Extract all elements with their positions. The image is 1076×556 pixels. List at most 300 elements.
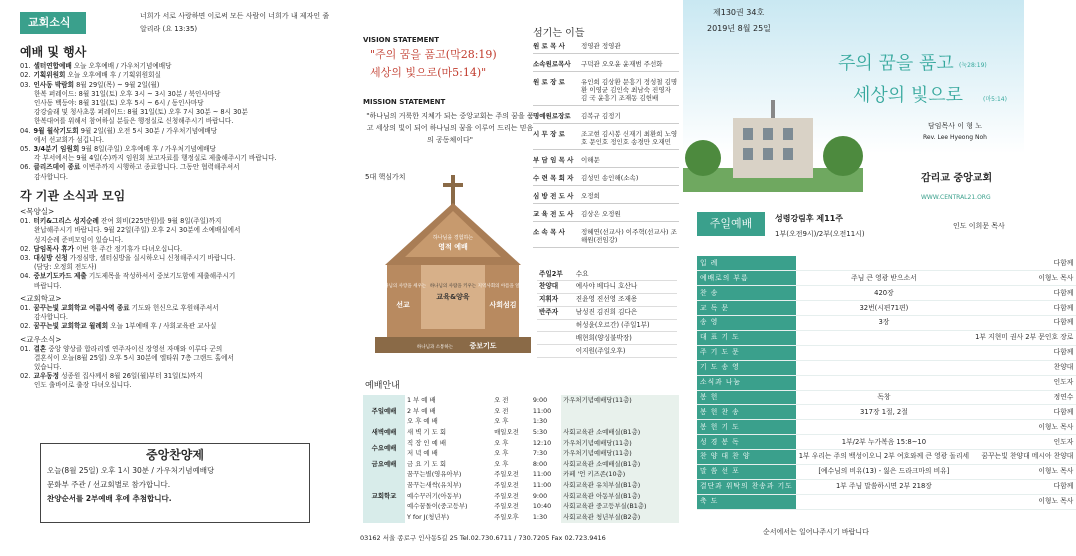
schedule-row bbox=[363, 459, 679, 470]
item-text: 오늘 오후예배 / 가우처기념예배당 bbox=[71, 62, 172, 71]
order-cell bbox=[796, 420, 972, 435]
footnote: 순서에서는 일어나주시기 바랍니다 bbox=[763, 528, 869, 536]
order-cell: 이형노 목사 bbox=[972, 420, 1076, 435]
order-cell: 교 독 문 bbox=[697, 301, 796, 316]
order-row bbox=[697, 435, 1076, 450]
schedule-row bbox=[363, 512, 679, 523]
item-text: 기도와 헌신으로 후원해주셔서 bbox=[129, 303, 219, 312]
order-cell: 이형노 목사 bbox=[972, 271, 1076, 286]
schedule-cell: 7:30 bbox=[532, 449, 548, 458]
news-item bbox=[20, 62, 335, 71]
item-number: 04. bbox=[20, 272, 31, 281]
schedule-row bbox=[363, 501, 679, 512]
schedule-cell: 11:00 bbox=[532, 406, 552, 415]
news-item bbox=[20, 217, 335, 226]
service-cell: 찬양대 bbox=[537, 280, 574, 293]
news-item bbox=[20, 354, 335, 363]
order-cell: 다함께 bbox=[972, 479, 1076, 494]
item-text: 인도 출바이로 출장 다녀오십니다. bbox=[34, 381, 132, 390]
order-row bbox=[697, 390, 1076, 405]
order-cell: [예수님의 비유(13) - 잃은 드라크마의 비유] bbox=[796, 464, 972, 479]
staff-row bbox=[533, 42, 679, 54]
service-row bbox=[537, 280, 677, 293]
org-heading: 각 기관 소식과 모임 bbox=[20, 188, 126, 203]
item-title: 클리즈데이 종료 bbox=[33, 163, 81, 172]
staff-names: 김상은 오정원 bbox=[581, 210, 621, 218]
order-cell: 정연수 bbox=[972, 390, 1076, 405]
order-cell: 기 도 송 영 bbox=[697, 360, 796, 375]
item-text: 오늘 1부예배 후 / 사회교육관 교사실 bbox=[108, 322, 217, 331]
staff-role: 원 로 목 사 bbox=[533, 42, 565, 50]
staff-names: 정혜연(선교사) 이주혁(선교사) 조해원(전임강) bbox=[581, 228, 677, 244]
schedule-row bbox=[363, 427, 679, 438]
schedule-cell: 오 전 bbox=[494, 396, 509, 404]
item-title: 교우동정 bbox=[33, 372, 59, 381]
item-number: 02. bbox=[20, 244, 31, 253]
staff-row bbox=[533, 78, 679, 106]
order-cell: 주님 큰 영광 받으소서 bbox=[796, 271, 972, 286]
order-cell: 1부 지현미 권사 2부 문인호 장로 bbox=[972, 330, 1076, 345]
staff-names: 정영관 정영관 bbox=[581, 42, 621, 50]
order-cell: 317장 1절, 2절 bbox=[796, 405, 972, 420]
core-label-1: 하나님과 소통하는 bbox=[416, 345, 454, 350]
worship-panel bbox=[683, 0, 1074, 556]
schedule-cell: 매일오전 bbox=[494, 427, 519, 436]
news-item bbox=[20, 272, 335, 281]
schedule-cell: 꿈꾸는새싹(유치부) bbox=[407, 481, 462, 490]
news-item bbox=[20, 173, 335, 182]
item-text: 인사동 백등야: 8월 31일(토) 오후 5시 ~ 6시 / 동인사마당 bbox=[34, 99, 204, 107]
order-cell: 주 기 도 문 bbox=[697, 345, 796, 360]
item-text: 각 부서에서는 9월 4일(수)까지 임원회 보고자료를 행정실로 제출해주시기 바랍니다. bbox=[34, 154, 277, 163]
core-value-2: 사회섬김 bbox=[489, 301, 517, 309]
order-row bbox=[697, 345, 1076, 360]
order-of-worship bbox=[697, 256, 1074, 510]
order-cell: 봉 헌 기 도 bbox=[697, 420, 796, 435]
item-number: 01. bbox=[20, 217, 31, 226]
service-cell: 지휘자 bbox=[537, 293, 574, 306]
theme-ref-1: (눅28:19) bbox=[959, 62, 987, 69]
item-title: 담임목사 휴가 bbox=[33, 244, 75, 253]
news-item bbox=[20, 90, 335, 99]
order-cell: 입 례 bbox=[697, 256, 796, 271]
schedule-cell: 사회교육관 청년부실(B2층) bbox=[561, 512, 679, 523]
core-value-3: 선교 bbox=[396, 301, 410, 309]
news-item bbox=[20, 381, 335, 390]
core-value-4: 교육&양육 bbox=[436, 293, 470, 301]
staff-role: 소속원로목사 bbox=[533, 60, 571, 68]
service-cell: 주일2부 bbox=[537, 268, 574, 280]
schedule-cell bbox=[561, 406, 679, 417]
service-row bbox=[537, 332, 677, 345]
item-text: (담당: 오정희 전도사) bbox=[34, 263, 97, 272]
schedule-cell: 카페 '언 키즈존(10층) bbox=[561, 469, 679, 480]
theme-ref-2: (마5:14) bbox=[983, 96, 1007, 103]
news-item bbox=[20, 226, 335, 235]
service-row bbox=[537, 306, 677, 319]
staff-role: 부 담 임 목 사 bbox=[533, 156, 574, 164]
item-title: 인사동 박람회 bbox=[33, 80, 75, 89]
order-row bbox=[697, 450, 1076, 465]
staff-row bbox=[533, 228, 679, 248]
order-row bbox=[697, 464, 1076, 479]
order-cell bbox=[796, 345, 972, 360]
schedule-row bbox=[363, 448, 679, 459]
schedule-cell: 저 녁 예 배 bbox=[407, 449, 438, 458]
item-number: 05. bbox=[20, 145, 31, 154]
staff-names: 오정희 bbox=[581, 192, 600, 200]
order-row bbox=[697, 271, 1076, 286]
item-number: 02. bbox=[20, 372, 31, 381]
schedule-cell: 예수꾸러기(아동부) bbox=[407, 491, 462, 500]
item-number: 01. bbox=[20, 62, 31, 71]
item-text: 결혼식이 오늘(8월 25일) 오후 5시 30분에 엘타워 7층 그랜드 홀에서 bbox=[34, 353, 234, 362]
item-title: 꿈꾸는빛 교회학교 여름사역 종료 bbox=[33, 303, 130, 312]
order-cell: 다함께 bbox=[972, 405, 1076, 420]
schedule-cell: 가우처기념예배당(11층) bbox=[561, 438, 679, 449]
schedule-cell: 오 후 bbox=[494, 449, 509, 458]
theme-title-2: 세상의 빛으로 bbox=[853, 85, 964, 106]
schedule-cell bbox=[561, 416, 679, 427]
schedule-cell: 가우처기념예배당(11층) bbox=[561, 395, 679, 406]
core-label-3: 하나님의 사랑을 세우는 bbox=[379, 284, 427, 289]
news-item bbox=[20, 245, 335, 254]
item-text: 9월 8일(주일) 오후예배 후 / 가우처기념예배당 bbox=[79, 145, 216, 154]
service-cell: 이지원(주일오후) bbox=[574, 345, 677, 358]
staff-row bbox=[533, 130, 679, 150]
order-row bbox=[697, 494, 1076, 509]
item-number: 01. bbox=[20, 344, 31, 353]
vision-line-2: 세상의 빛으로(마5:14)" bbox=[370, 66, 487, 79]
order-cell: 다함께 bbox=[972, 316, 1076, 331]
news-item bbox=[20, 117, 335, 126]
order-cell: 꿈꾸는빛 찬양대 메시아 찬양대 bbox=[972, 450, 1076, 465]
order-cell: 이형노 목사 bbox=[972, 464, 1076, 479]
item-text: 감사합니다. bbox=[34, 313, 68, 322]
schedule-cell: 사회교육관 소예배실(B1층) bbox=[561, 459, 679, 470]
item-title: 셀터연합예배 bbox=[33, 62, 72, 71]
schedule-category: 수요예배 bbox=[363, 438, 405, 459]
order-row bbox=[697, 301, 1076, 316]
address: 03162 서울 종로구 인사동5길 25 Tel.02.730.6711 / 730.7205 Fax 02.723.9416 bbox=[360, 534, 606, 542]
news-item bbox=[20, 127, 335, 136]
order-row bbox=[697, 360, 1076, 375]
schedule-cell: 5:30 bbox=[532, 427, 548, 436]
schedule-row bbox=[363, 395, 679, 406]
school-list bbox=[20, 304, 335, 332]
news-item bbox=[20, 71, 335, 80]
schedule-cell: 직 장 인 예 배 bbox=[407, 438, 446, 447]
website-link[interactable]: WWW.CENTRAL21.ORG bbox=[921, 194, 991, 201]
cross-icon bbox=[451, 175, 455, 205]
order-row bbox=[697, 479, 1076, 494]
order-cell bbox=[796, 360, 972, 375]
staff-role: 심 방 전 도 사 bbox=[533, 192, 574, 200]
order-cell: 인도자 bbox=[972, 435, 1076, 450]
item-title: 터키&그리스 성지순례 bbox=[33, 217, 99, 226]
service-row bbox=[537, 319, 677, 332]
order-cell: 1부 주님 말씀하시면 2부 218장 bbox=[796, 479, 972, 494]
schedule-cell: 오 후 bbox=[494, 417, 509, 426]
core-values-heading: 5대 핵심가치 bbox=[365, 173, 406, 181]
news-item bbox=[20, 81, 335, 90]
news-item bbox=[20, 254, 335, 263]
schedule-cell: 오 전 bbox=[494, 406, 509, 415]
item-text: 8월 29일(목) ~ 9월 2일(월) bbox=[74, 80, 160, 89]
staff-names: 유인희 김상환 문흥기 정성철 김명환 이영균 김인숙 최남숙 진영자 김 국 윤흥기 조재동 김헌배 bbox=[581, 78, 678, 102]
schedule-category: 주일예배 bbox=[363, 395, 405, 427]
staff-role: 교 육 전 도 사 bbox=[533, 210, 574, 218]
order-cell: 예배로의 부름 bbox=[697, 271, 796, 286]
item-text: 가정심방, 셀터심방을 실시하오니 신청해주시기 바랍니다. bbox=[67, 253, 236, 262]
schedule-cell: 11:00 bbox=[532, 470, 552, 479]
worship-title: 성령강림후 제11주 bbox=[775, 214, 844, 223]
core-value-1: 중보기도 bbox=[469, 342, 497, 350]
service-cell: 수요 bbox=[574, 268, 677, 280]
schedule-cell: 8:00 bbox=[532, 459, 548, 468]
item-text: 에서 선교회가 섬깁니다. bbox=[34, 135, 104, 144]
news-item bbox=[20, 345, 335, 354]
news-item bbox=[20, 304, 335, 313]
school-subheading: <교회학교> bbox=[20, 293, 62, 303]
item-number: 02. bbox=[20, 322, 31, 331]
service-cell: 허성윤(오르간) (주일1부) bbox=[574, 319, 677, 332]
member-subheading: <교우소식> bbox=[20, 334, 62, 344]
item-text: 감사합니다. bbox=[34, 172, 68, 181]
order-cell: 축 도 bbox=[697, 494, 796, 509]
item-title: 결혼 bbox=[33, 344, 47, 353]
staff-row bbox=[533, 156, 679, 168]
service-cell bbox=[537, 332, 574, 345]
schedule-cell: 1:30 bbox=[532, 417, 548, 426]
schedule-cell: 가우처기념예배당(11층) bbox=[561, 448, 679, 459]
order-cell bbox=[796, 256, 972, 271]
order-cell: 다함께 bbox=[972, 286, 1076, 301]
order-cell bbox=[796, 494, 972, 509]
news-item bbox=[20, 99, 335, 108]
news-item bbox=[20, 363, 335, 372]
vision-panel bbox=[345, 0, 683, 556]
news-badge: 교회소식 bbox=[20, 12, 86, 34]
order-cell: 3장 bbox=[796, 316, 972, 331]
service-row bbox=[537, 345, 677, 358]
news-item bbox=[20, 145, 335, 154]
schedule-cell: Y for J(청년부) bbox=[407, 513, 450, 522]
item-number: 04. bbox=[20, 126, 31, 135]
news-item bbox=[20, 282, 335, 291]
core-label-2: 지역사회의 아픔을 알기는 bbox=[477, 284, 529, 289]
order-cell: 1부/2부 누가복음 15:8~10 bbox=[796, 435, 972, 450]
news-item bbox=[20, 322, 335, 331]
item-title: 꿈꾸는빛 교회학교 월례회 bbox=[33, 322, 109, 331]
item-title: 기획위원회 bbox=[33, 71, 66, 80]
item-text: 9월 2일(월) 오전 5시 30분 / 가우처기념예배당 bbox=[78, 126, 218, 135]
order-cell: 봉 헌 bbox=[697, 390, 796, 405]
schedule-cell: 오 후 예 배 bbox=[407, 417, 438, 426]
worship-subtitle: 1부(오전9시)/2부(오전11시) bbox=[775, 230, 865, 238]
item-text: 잔여 회비(225만원)를 9월 8일(주일)까지 bbox=[98, 217, 222, 226]
service-cell: 예사야 베다니 호산나 bbox=[574, 280, 677, 293]
staff-names: 김복규 김정기 bbox=[581, 112, 621, 120]
worship-leader: 인도 이희문 목사 bbox=[953, 222, 1005, 230]
schedule-heading: 예배안내 bbox=[365, 381, 400, 391]
church-diagram bbox=[365, 175, 545, 365]
schedule-cell: 9:00 bbox=[532, 396, 548, 404]
ministry-subheading: <목양실> bbox=[20, 207, 55, 217]
staff-row bbox=[533, 192, 679, 204]
schedule-cell: 사회교육관 아동부실(B1층) bbox=[561, 491, 679, 502]
service-cell bbox=[537, 319, 574, 332]
item-text: 중앙 양상클 합라리엘 연주자이신 장영선 자매와 이루다 군의 bbox=[46, 344, 223, 353]
order-cell: 인도자 bbox=[972, 375, 1076, 390]
staff-names: 이해문 bbox=[581, 156, 600, 164]
order-cell: 결단과 위탁의 찬송과 기도 bbox=[697, 479, 796, 494]
service-team bbox=[537, 268, 677, 358]
order-cell: 대 표 기 도 bbox=[697, 330, 796, 345]
staff-row bbox=[533, 112, 679, 124]
order-cell: 성 경 봉 독 bbox=[697, 435, 796, 450]
core-label-4: 하나님의 사람을 키우는 bbox=[429, 284, 477, 289]
service-row bbox=[537, 268, 677, 280]
order-cell: 1부 우리는 주의 백성이오니 2부 여호와께 큰 영광 돌리세 bbox=[796, 450, 972, 465]
item-text: 완납해주시기 바랍니다. 9월 22일(주일) 오후 2시 30분에 소예배실에서 bbox=[34, 226, 241, 235]
order-cell: 독창 bbox=[796, 390, 972, 405]
schedule-cell: 오 후 bbox=[494, 459, 509, 468]
choir-line: 문화부 주관 / 선교회별로 참가합니다. bbox=[47, 480, 171, 489]
item-number: 06. bbox=[20, 163, 31, 172]
order-cell: 봉 헌 찬 송 bbox=[697, 405, 796, 420]
worship-badge: 주일예배 bbox=[697, 212, 765, 236]
cross-bar bbox=[443, 183, 463, 187]
service-row bbox=[537, 293, 677, 306]
schedule-table bbox=[363, 395, 679, 523]
ministry-list bbox=[20, 217, 335, 291]
staff-role: 소 속 목 사 bbox=[533, 228, 565, 236]
item-text: 기도제목을 작성하셔서 중보기도함에 제출해주시기 bbox=[86, 272, 236, 281]
vision-line-1: "주의 꿈을 품고(막28:19) bbox=[370, 48, 497, 61]
item-number: 03. bbox=[20, 80, 31, 89]
item-text: 오늘 오후예배 후 / 기획위원회실 bbox=[65, 71, 161, 80]
church-name: 감리교 중앙교회 bbox=[921, 173, 993, 184]
item-title: 9월 월삭기도회 bbox=[33, 126, 79, 135]
vision-heading: VISION STATEMENT bbox=[363, 36, 439, 44]
service-cell: 남성진 김진희 김다은 bbox=[574, 306, 677, 319]
worship-list bbox=[20, 62, 335, 182]
item-title: 대심방 신청 bbox=[33, 253, 68, 262]
order-cell: 다함께 bbox=[972, 301, 1076, 316]
order-cell: 다함께 bbox=[972, 345, 1076, 360]
worship-heading: 예배 및 행사 bbox=[20, 45, 87, 59]
schedule-cell: 꿈꾸는별(영유아부) bbox=[407, 470, 462, 479]
order-cell: 다함께 bbox=[972, 256, 1076, 271]
service-cell: 반주자 bbox=[537, 306, 574, 319]
news-item bbox=[20, 236, 335, 245]
schedule-cell: 12:10 bbox=[532, 438, 552, 447]
church-building-image bbox=[683, 98, 863, 192]
order-cell: 찬양대 bbox=[972, 360, 1076, 375]
staff-row bbox=[533, 210, 679, 222]
item-text: 바랍니다. bbox=[34, 281, 62, 290]
verse-text: 너희가 서로 사랑하면 이로써 모든 사람이 너희가 내 제자인 줄 알리라 (요 13:35) bbox=[140, 12, 330, 33]
schedule-cell: 10:40 bbox=[532, 502, 552, 511]
schedule-cell: 1 부 예 배 bbox=[407, 396, 436, 404]
service-cell: 진윤영 진선영 조재용 bbox=[574, 293, 677, 306]
item-text: 한복 퍼레이드: 8월 31일(토) 오후 3시 ~ 3시 30분 / 북인사마당 bbox=[34, 89, 221, 98]
item-text: 이번주까지 시행하고 종료합니다. 그동안 협력해주셔서 bbox=[80, 163, 240, 172]
core-value-5: 영적 예배 bbox=[438, 243, 468, 251]
order-row bbox=[697, 316, 1076, 331]
schedule-row bbox=[363, 491, 679, 502]
order-cell bbox=[796, 330, 972, 345]
choir-box bbox=[40, 443, 310, 523]
schedule-cell: 주일오전 bbox=[494, 491, 519, 500]
choir-line: 찬양순서를 2부예배 후에 추첨합니다. bbox=[47, 494, 172, 503]
schedule-row bbox=[363, 416, 679, 427]
order-row bbox=[697, 375, 1076, 390]
order-cell: 이형노 목사 bbox=[972, 494, 1076, 509]
item-text: 있습니다. bbox=[34, 363, 62, 372]
order-cell: 32번(시편71편) bbox=[796, 301, 972, 316]
schedule-row bbox=[363, 469, 679, 480]
staff-heading: 섬기는 이들 bbox=[533, 28, 585, 39]
schedule-cell: 11:00 bbox=[532, 481, 552, 490]
schedule-cell: 주일오전 bbox=[494, 481, 519, 490]
item-text: 이번 한 주간 정기휴가 다녀오십니다. bbox=[74, 244, 183, 253]
order-cell: 찬 양 대 찬 양 bbox=[697, 450, 796, 465]
service-cell: 배현희(양싱불박장) bbox=[574, 332, 677, 345]
order-cell: 420장 bbox=[796, 286, 972, 301]
choir-line: 오늘(8월 25일) 오후 1시 30분 / 가우처기념예배당 bbox=[47, 466, 215, 475]
schedule-cell: 사회교육관 소예배실(B1층) bbox=[561, 427, 679, 438]
issue-volume: 제130권 34호 bbox=[713, 8, 765, 17]
mission-heading: MISSION STATEMENT bbox=[363, 98, 446, 106]
schedule-cell: 1:30 bbox=[532, 513, 548, 522]
staff-row bbox=[533, 174, 679, 186]
order-row bbox=[697, 256, 1076, 271]
item-text: 한복대여를 위해서 참여하실 분들은 행정실로 신청해주시기 바랍니다. bbox=[34, 117, 234, 126]
schedule-cell: 사회교육관 유치부실(B1층) bbox=[561, 480, 679, 491]
schedule-row bbox=[363, 406, 679, 417]
staff-names: 김성민 송인해(소속) bbox=[581, 174, 639, 182]
item-number: 01. bbox=[20, 303, 31, 312]
schedule-row bbox=[363, 480, 679, 491]
item-text: 성종원 집사께서 8월 26일(월)부터 31일(토)까지 bbox=[58, 372, 203, 381]
staff-role: 명예원로장로 bbox=[533, 112, 571, 120]
schedule-category: 금요예배 bbox=[363, 459, 405, 470]
choir-title: 중앙찬양제 bbox=[146, 448, 204, 462]
item-title: 3/4분기 임원회 bbox=[33, 145, 80, 154]
order-cell bbox=[796, 375, 972, 390]
item-number: 02. bbox=[20, 71, 31, 80]
news-item bbox=[20, 313, 335, 322]
issue-date: 2019년 8월 25일 bbox=[707, 24, 771, 33]
item-text: 강강술래 및 청사초롱 퍼레이드: 8월 31일(토) 오후 7시 30분 ~ 8시 30분 bbox=[34, 108, 248, 117]
schedule-cell: 주일오전 bbox=[494, 502, 519, 511]
schedule-cell: 사회교육관 중고등부실(B1층) bbox=[561, 501, 679, 512]
schedule-cell: 2 부 예 배 bbox=[407, 406, 436, 415]
service-cell bbox=[537, 345, 574, 358]
staff-row bbox=[533, 60, 679, 72]
order-cell: 소식과 나눔 bbox=[697, 375, 796, 390]
schedule-category: 교회학교 bbox=[363, 469, 405, 522]
staff-role: 시 무 장 로 bbox=[533, 130, 565, 138]
news-body bbox=[20, 38, 335, 391]
order-cell: 찬 송 bbox=[697, 286, 796, 301]
order-row bbox=[697, 420, 1076, 435]
staff-names: 조고현 김시봉 신재기 최환희 노영호 문인호 정인호 송경만 오재민 bbox=[581, 130, 678, 146]
pastor-name: 담임목사 이 형 노 bbox=[928, 122, 983, 130]
order-row bbox=[697, 330, 1076, 345]
